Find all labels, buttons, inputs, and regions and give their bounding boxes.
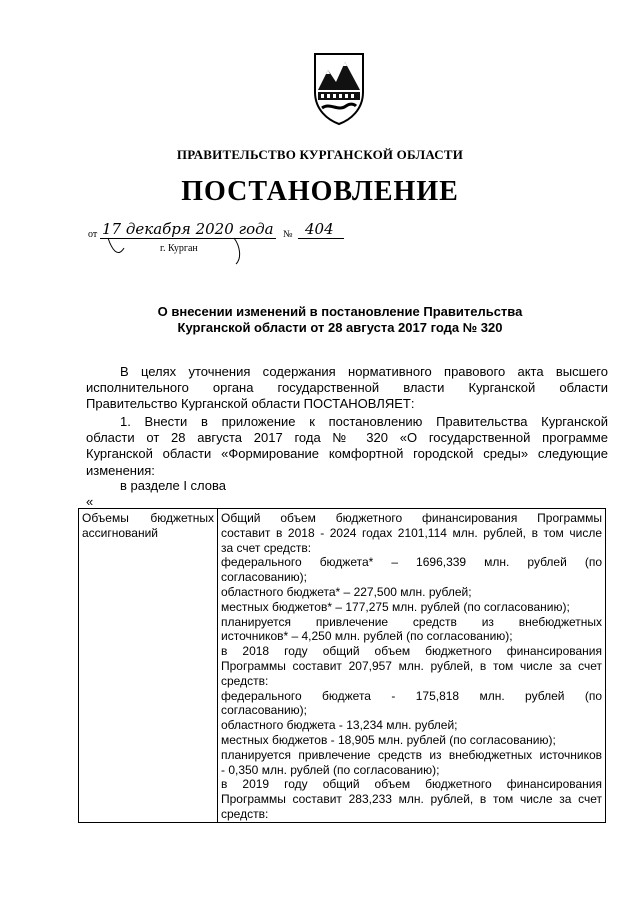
preamble-paragraph [86, 364, 608, 413]
content-line: согласованию); [221, 570, 307, 585]
content-line: Программы составит 283,233 млн. рублей, в том числе за счет [221, 792, 602, 807]
city-name: г. Курган [160, 243, 198, 254]
content-line: за счет средств: [221, 540, 312, 555]
preamble-line: В целях уточнения содержания нормативного правового акта высшего [120, 364, 608, 379]
item-1-line: изменения: [86, 462, 155, 478]
content-line: местных бюджетов - 18,905 млн. рублей (по согласованию); [221, 732, 556, 747]
heading-line: Курганской области от 28 августа 2017 года № 320 [177, 320, 503, 335]
content-line: Программы составит 207,957 млн. рублей, в том числе за счет [221, 658, 602, 673]
coat-of-arms-emblem [312, 52, 366, 126]
item-1-line: Курганской области «Формирование комфортной городской среды» следующие [86, 446, 608, 462]
content-line: областного бюджета - 13,234 млн. рублей; [221, 718, 458, 733]
content-line: федерального бюджета* – 1696,339 млн. рублей (по [221, 555, 602, 570]
content-line: источников* – 4,250 млн. рублей (по согласованию); [221, 629, 513, 644]
content-line: средств: [221, 806, 269, 821]
content-line: - 0,350 млн. рублей (по согласованию); [221, 762, 440, 777]
label-line: ассигнований [82, 525, 159, 540]
open-quote: « [86, 494, 94, 509]
label-cell [79, 509, 218, 823]
preamble-line: Правительство Курганской области ПОСТАНОВЛЯЕТ: [86, 396, 415, 412]
content-line: местных бюджетов* – 177,275 млн. рублей (по согласованию); [221, 599, 570, 614]
content-line: средств: [221, 673, 269, 688]
content-line: федерального бюджета - 175,818 млн. рублей (по [221, 688, 602, 703]
document-heading [80, 304, 600, 336]
content-cell [218, 509, 606, 823]
content-line: в 2018 году общий объем бюджетного финансирования [221, 644, 602, 659]
handwritten-date: 17 декабря 2020 года [102, 220, 274, 238]
section-line: в разделе I слова [120, 478, 226, 493]
content-line: согласованию); [221, 703, 307, 718]
number-prefix: № [283, 229, 293, 240]
budget-table [78, 508, 606, 823]
handwriting-flourish [106, 236, 256, 266]
section-paragraph [86, 478, 608, 494]
government-name: ПРАВИТЕЛЬСТВО КУРГАНСКОЙ ОБЛАСТИ [176, 147, 464, 162]
content-line: областного бюджета* – 227,500 млн. рублей; [221, 584, 472, 599]
handwritten-number: 404 [305, 220, 334, 238]
label-line: Объемы бюджетных [82, 511, 214, 525]
date-prefix: от [88, 229, 98, 240]
number-underline [298, 238, 344, 239]
table-row [79, 509, 606, 823]
item-1-line: 1. Внести в приложение к постановлению Правительства Курганской [120, 414, 608, 429]
content-line: в 2019 году общий объем бюджетного финансирования [221, 777, 602, 792]
content-line: составит в 2018 - 2024 годах 2101,114 млн. рублей, в том числе [221, 525, 602, 540]
document-type: ПОСТАНОВЛЕНИЕ [181, 176, 459, 207]
content-line: Общий объем бюджетного финансирования Программы [221, 511, 602, 525]
item-1-line: области от 28 августа 2017 года № 320 «О государственной программе [86, 430, 608, 446]
content-line: планируется привлечение средств из внебюджетных [221, 614, 602, 629]
preamble-line: исполнительного органа государственной власти Курганской области [86, 380, 608, 396]
heading-line: О внесении изменений в постановление Правительства [157, 304, 523, 319]
item-1-paragraph [86, 414, 608, 479]
content-line: планируется привлечение средств из внебюджетных источников [221, 747, 602, 762]
